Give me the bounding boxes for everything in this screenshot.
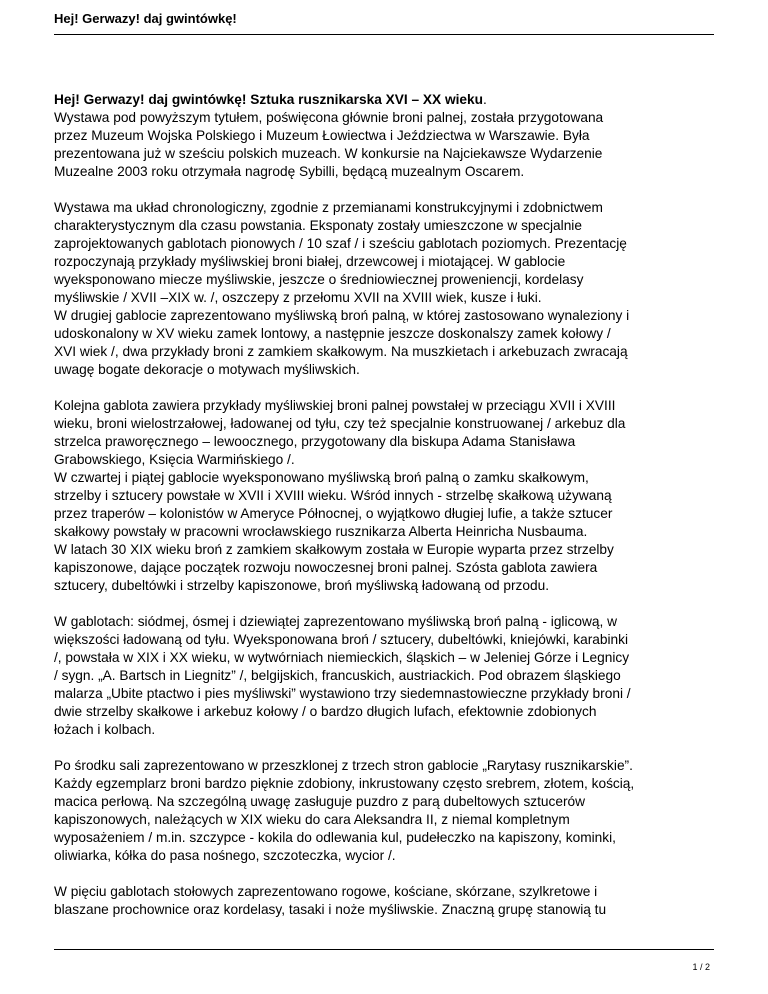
text-line: Każdy egzemplarz broni bardzo pięknie zdobiony, inkrustowany często srebrem, złotem, kością, [54, 776, 635, 791]
text-line: kapiszonowych, należących w XIX wieku do cara Aleksandra II, z niemal kompletnym [54, 812, 570, 827]
paragraph-chronology [54, 199, 724, 379]
text-line: W latach 30 XIX wieku broń z zamkiem skałkowym została w Europie wyparta przez strzelby [54, 542, 614, 557]
text-line: W gablotach: siódmej, ósmej i dziewiątej zaprezentowano myśliwską broń palną - iglicową, w [54, 614, 617, 629]
text-line: zaprojektowanych gablotach pionowych / 10 szaf / i sześciu gablotach poziomych. Prezentację [54, 236, 627, 251]
text-line: Wystawa pod powyższym tytułem, poświęcona głównie broni palnej, została przygotowana [54, 110, 604, 125]
text-line: Kolejna gablota zawiera przykłady myśliwskiej broni palnej powstałej w przeciągu XVII i XVIII [54, 398, 616, 413]
text-line: / sygn. „A. Bartsch in Liegnitz” /, belgijskich, francuskich, austriackich. Pod obrazem śląskiego [54, 668, 621, 683]
paragraph-needle-guns [54, 613, 724, 739]
article-title: Hej! Gerwazy! daj gwintówkę! Sztuka rusznikarska XVI – XX wieku [54, 92, 484, 107]
text-line: XVI wiek /, dwa przykłady broni z zamkiem skałkowym. Na muszkietach i arkebuzach zwracają [54, 344, 628, 359]
text-line: przez traperów – kolonistów w Ameryce Północnej, o wyjątkowo długiej lufie, a także sztucer [54, 506, 613, 521]
intro-paragraph [54, 91, 724, 181]
text-line: macica perłową. Na szczególną uwagę zasługuje puzdro z parą dubeltowych sztucerów [54, 794, 586, 809]
text-line: większości ładowaną od tyłu. Wyeksponowana broń / sztucery, dubeltówki, kniejówki, karabinki [54, 632, 629, 647]
text-line: kapiszonowe, dające początek rozwoju nowoczesnej broni palnej. Szósta gablota zawiera [54, 560, 598, 575]
header-divider [54, 34, 714, 35]
text-line: rozpoczynają przykłady myśliwskiej broni białej, drzewcowej i miotającej. W gablocie [54, 254, 566, 269]
text-line: wieku, broni wielostrzałowej, ładowanej od tyłu, czy też specjalnie konstruowanej / arkebuz dla [54, 416, 626, 431]
text-line: prezentowana już w sześciu polskich muzeach. W konkursie na Najciekawsze Wydarzenie [54, 146, 603, 161]
text-line: sztucery, dubeltówki i strzelby kapiszonowe, broń myśliwską ładowaną od przodu. [54, 578, 550, 593]
text-line: wyeksponowano miecze myśliwskie, jeszcze o średniowiecznej proweniencji, kordelasy [54, 272, 584, 287]
article-body [54, 91, 724, 919]
paragraph-table-showcases [54, 883, 724, 919]
text-line: udoskonalony w XV wieku zamek lontowy, a następnie jeszcze doskonalszy zamek kołowy / [54, 326, 611, 341]
text-line: wyposażeniem / m.in. szczypce - kokila do odlewania kul, pudełeczko na kapiszony, kominki, [54, 830, 616, 845]
running-header-title: Hej! Gerwazy! daj gwintówkę! [54, 11, 237, 26]
text-line: /, powstała w XIX i XX wieku, w wytwórniach niemieckich, śląskich – w Jeleniej Górze i Legnicy [54, 650, 630, 665]
text-line: Wystawa ma układ chronologiczny, zgodnie z przemianami konstrukcyjnymi i zdobnictwem [54, 200, 603, 215]
text-line: Po środku sali zaprezentowano w przeszklonej z trzech stron gablocie „Rarytasy rusznikarskie”. [54, 758, 633, 773]
footer-divider [54, 949, 714, 950]
page-number: 1 / 2 [692, 962, 710, 972]
text-line: charakterystycznym dla czasu powstania. Eksponaty zostały umieszczone w specjalnie [54, 218, 582, 233]
text-line: łożach i kolbach. [54, 722, 156, 737]
text-line: skałkowy powstały w pracowni wrocławskiego rusznikarza Alberta Heinricha Nusbauma. [54, 524, 588, 539]
article-title-suffix: . [483, 92, 487, 107]
text-line: W drugiej gablocie zaprezentowano myśliwską broń palną, w której zastosowano wynaleziony i [54, 308, 630, 323]
text-line: myśliwskie / XVII –XIX w. /, oszczepy z przełomu XVII na XVIII wiek, kusze i łuki. [54, 290, 542, 305]
text-line: malarza „Ubite ptactwo i pies myśliwski” wystawiono trzy siedemnastowieczne przykłady broni / [54, 686, 631, 701]
text-line: strzelby i sztucery powstałe w XVII i XVIII wieku. Wśród innych - strzelbę skałkową używaną [54, 488, 612, 503]
paragraph-rarities [54, 757, 724, 865]
text-line: dwie strzelby skałkowe i arkebuz kołowy / o bardzo długich lufach, efektownie zdobionych [54, 704, 597, 719]
text-line: W czwartej i piątej gablocie wyeksponowano myśliwską broń palną o zamku skałkowym, [54, 470, 589, 485]
text-line: Muzealne 2003 roku otrzymała nagrodę Sybilli, będącą muzealnym Oscarem. [54, 164, 525, 179]
text-line: Grabowskiego, Księcia Warmińskiego /. [54, 452, 295, 467]
text-line: przez Muzeum Wojska Polskiego i Muzeum Łowiectwa i Jeździectwa w Warszawie. Była [54, 128, 590, 143]
text-line: oliwiarka, kółka do pasa nośnego, szczoteczka, wycior /. [54, 848, 396, 863]
text-line: blaszane prochownice oraz kordelasy, tasaki i noże myśliwskie. Znaczną grupę stanowią tu [54, 902, 607, 917]
text-line: W pięciu gablotach stołowych zaprezentowano rogowe, kościane, skórzane, szylkretowe i [54, 884, 598, 899]
text-line: uwagę bogate dekoracje o motywach myśliwskich. [54, 362, 360, 377]
paragraph-next-showcases [54, 397, 724, 595]
text-line: strzelca praworęcznego – lewoocznego, przygotowany dla biskupa Adama Stanisława [54, 434, 576, 449]
